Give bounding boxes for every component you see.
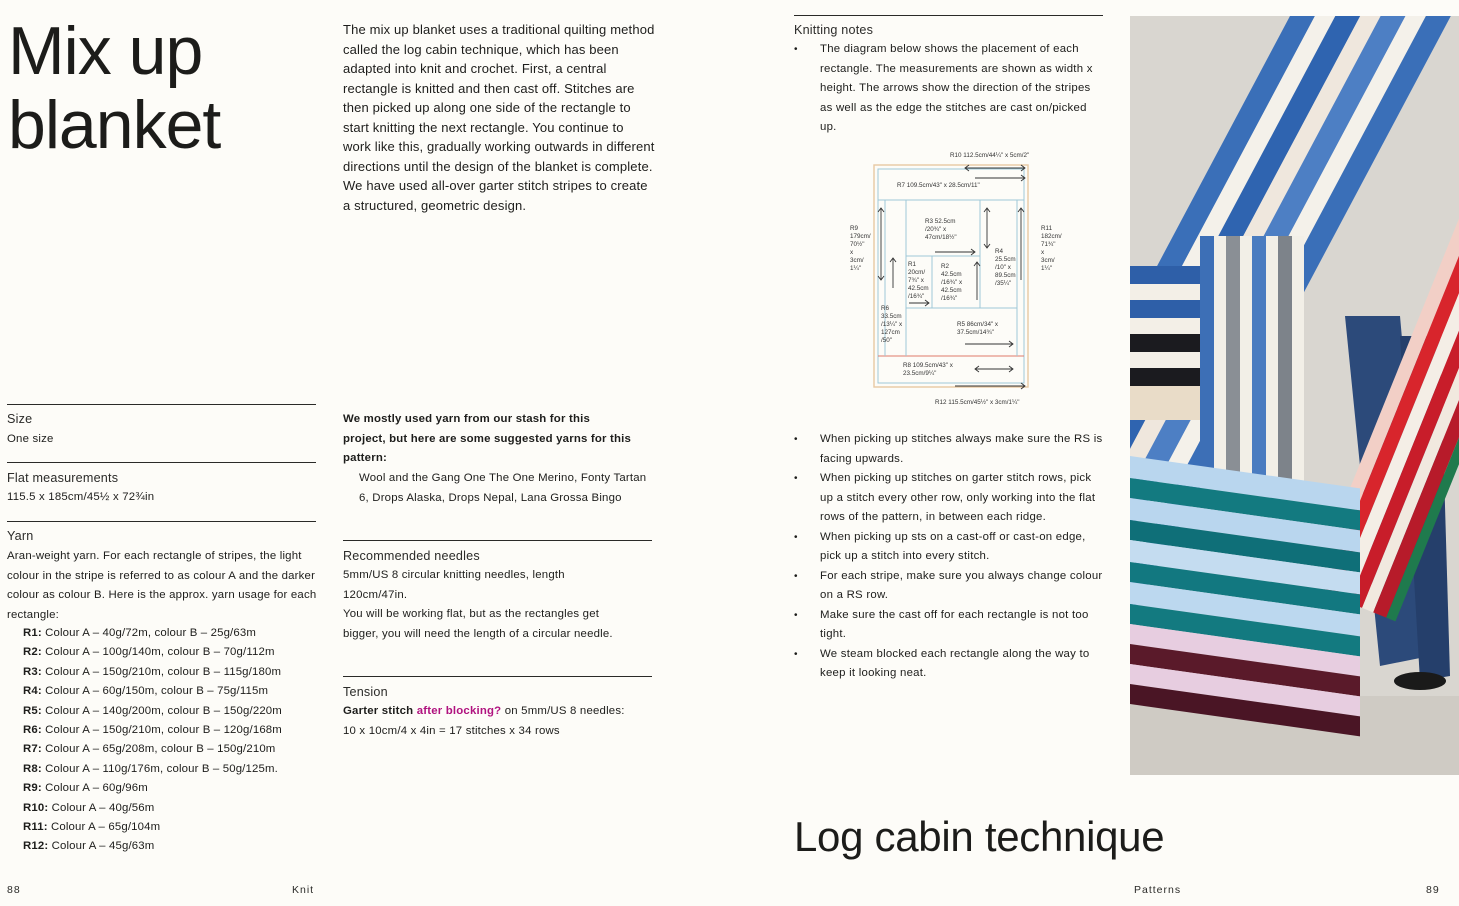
knitting-tips-list	[794, 430, 1104, 684]
knitting-notes-intro-list	[794, 40, 1104, 138]
r8-label-line: R8 109.5cm/43" x	[903, 362, 953, 369]
r4-label-line: /10" x	[995, 264, 1011, 271]
needles-label: Recommended needles	[343, 549, 480, 563]
list-item: • When picking up stitches on garter stitch rows, pick up a stitch every other row, only working into the flat rows of the pattern, in between each ridge.	[794, 469, 1104, 528]
r6-label-line: 127cm	[881, 329, 900, 336]
list-item: • When picking up sts on a cast-off or cast-on edge, pick up a stitch into every stitch.	[794, 528, 1104, 567]
page-title: Mix up blanket	[8, 13, 221, 163]
section-name-right: Patterns	[1134, 884, 1182, 896]
tension-line	[343, 702, 663, 722]
r6-label-line: /50"	[881, 337, 892, 344]
yarn-usage-list	[7, 624, 319, 857]
r4-label-line: /35¼"	[995, 280, 1012, 287]
r11-label-line: x	[1041, 249, 1045, 256]
yarn-description: Aran-weight yarn. For each rectangle of stripes, the light colour in the stripe is referred to as colour A and the darker colour as colour B. Here is the approx. yarn usage for each rectangle:	[7, 550, 317, 621]
r3-label-line: 47cm/18½"	[925, 234, 957, 241]
r5-label-line: R5 86cm/34" x	[957, 321, 999, 328]
yarn-usage-item	[7, 702, 319, 721]
yarn-usage-item	[7, 682, 319, 701]
divider	[7, 462, 316, 463]
flat-measurements-value: 115.5 x 185cm/45½ x 72¾in	[7, 491, 155, 503]
r5-label	[957, 321, 999, 336]
r6-label-line: /13¼" x	[881, 321, 903, 328]
yarn-usage-value: Colour A – 60g/96m	[41, 782, 148, 795]
r9-label-line: 1¼"	[850, 265, 861, 272]
r11-label-line: 1¼"	[1041, 265, 1052, 272]
r11-label	[1041, 225, 1062, 272]
rectangle-id: R6:	[23, 724, 42, 737]
rectangle-id: R7:	[23, 743, 42, 756]
page-number-right: 89	[1426, 884, 1440, 896]
yarn-usage-value: Colour A – 140g/200m, colour B – 150g/220m	[41, 704, 282, 717]
r3-label-line: /20¾" x	[925, 226, 947, 233]
tension-label: Tension	[343, 685, 388, 699]
r4-label-line: 25.5cm	[995, 256, 1016, 263]
r4-label-line: 89.5cm	[995, 272, 1016, 279]
r12-label: R12 115.5cm/45½" x 3cm/1¼"	[935, 399, 1020, 406]
divider	[794, 15, 1103, 16]
yarn-usage-item	[7, 721, 319, 740]
rectangle-id: R9:	[23, 782, 42, 795]
r1-label-line: 7¾" x	[908, 277, 924, 284]
intro-paragraph: The mix up blanket uses a traditional quilting method called the log cabin technique, which has been adapted into knit and crochet. First, a central rectangle is knitted and then cast off. Stitches are then picked up along one side of the rectangle to start knitting the next rectangle. You continue to work like this, gradually working outwards in different directions until the design of the blanket is complete. We have used all-over garter stitch stripes to create a structured, geometric design.	[343, 22, 655, 213]
after-blocking-link[interactable]: after blocking?	[416, 705, 502, 717]
yarn-usage-value: Colour A – 65g/208m, colour B – 150g/210m	[41, 743, 276, 756]
r6-label	[881, 305, 903, 344]
r8-label	[903, 362, 954, 377]
r5-label-line: 37.5cm/14¾"	[957, 329, 994, 336]
r10-label: R10 112.5cm/44¼" x 5cm/2"	[950, 152, 1030, 159]
list-item: • When picking up stitches always make sure the RS is facing upwards.	[794, 430, 1104, 469]
rectangle-id: R8:	[23, 762, 42, 775]
page-number-left: 88	[7, 884, 21, 896]
divider	[343, 540, 652, 541]
section-name-left: Knit	[292, 884, 315, 896]
suggested-yarns: Wool and the Gang One The One Merino, Fonty Tartan 6, Drops Alaska, Drops Nepal, Lana Grossa Bingo	[359, 472, 647, 504]
r3-label	[925, 218, 957, 241]
blanket-photo-svg	[1130, 16, 1459, 775]
r9-label-line: 70½"	[850, 241, 865, 248]
list-item: • The diagram below shows the placement of each rectangle. The measurements are shown as width x height. The arrows show the direction of the stripes as well as the edge the stitches are cast on/picked up.	[794, 40, 1104, 138]
rectangle-id: R5:	[23, 704, 42, 717]
yarn-usage-value: Colour A – 40g/56m	[48, 801, 155, 814]
rectangle-id: R1:	[23, 627, 42, 639]
list-item: • We steam blocked each rectangle along the way to keep it looking neat.	[794, 645, 1104, 684]
r7-label: R7 109.5cm/43" x 28.5cm/11"	[897, 182, 980, 189]
r1-label-line: 42.5cm	[908, 285, 929, 292]
stash-heading: We mostly used yarn from our stash for this project, but here are some suggested yarns for this pattern:	[343, 413, 632, 464]
list-item: • For each stripe, make sure you always change colour on a RS row.	[794, 567, 1104, 606]
r9-label-line: x	[850, 249, 854, 256]
r2-label-line: /16¾" x	[941, 279, 963, 286]
r4-label	[995, 248, 1016, 287]
r9-label-line: R9	[850, 225, 859, 232]
yarn-usage-value: Colour A – 150g/210m, colour B – 120g/168m	[41, 724, 282, 737]
section-heading: Log cabin technique	[794, 813, 1165, 860]
yarn-usage-value: Colour A – 45g/63m	[48, 840, 155, 853]
striped-blanket-photo	[1130, 16, 1459, 775]
r8-label-line: 23.5cm/9¼"	[903, 370, 937, 377]
yarn-label: Yarn	[7, 529, 34, 543]
divider	[343, 676, 652, 677]
yarn-usage-value: Colour A – 65g/104m	[47, 821, 161, 834]
r9-label-line: 179cm/	[850, 233, 871, 240]
r6-label-line: 33.5cm	[881, 313, 902, 320]
r1-label	[908, 261, 929, 300]
r11-label-line: R11	[1041, 225, 1053, 232]
r3-label-line: R3 52.5cm	[925, 218, 956, 225]
size-value: One size	[7, 433, 54, 445]
r2-label-line: 42.5cm	[941, 271, 962, 278]
yarn-usage-item	[7, 837, 319, 856]
divider	[7, 404, 316, 405]
r9-label-line: 3cm/	[850, 257, 864, 264]
yarn-usage-item	[7, 643, 319, 662]
rectangle-id: R4:	[23, 685, 42, 698]
yarn-usage-item	[7, 799, 319, 818]
yarn-usage-value: Colour A – 60g/150m, colour B – 75g/115m	[41, 685, 269, 698]
rectangle-id: R11:	[23, 821, 48, 834]
r2-label-line: 42.5cm	[941, 287, 962, 294]
rectangle-id: R3:	[23, 665, 42, 678]
rectangle-placement-diagram	[845, 148, 1090, 410]
knitting-notes-label: Knitting notes	[794, 23, 874, 37]
r2-label-line: /16¾"	[941, 295, 958, 302]
needles-note: You will be working flat, but as the rectangles get bigger, you will need the length of a circular needle.	[343, 608, 613, 640]
yarn-usage-item	[7, 818, 319, 837]
yarn-usage-item	[7, 740, 319, 759]
tension-prefix: Garter stitch	[343, 705, 417, 717]
yarn-usage-value: Colour A – 40g/72m, colour B – 25g/63m	[41, 627, 256, 639]
rectangle-id: R12:	[23, 840, 49, 853]
tension-suffix: on 5mm/US 8 needles:	[501, 705, 625, 717]
r1-label-line: R1	[908, 261, 917, 268]
yarn-usage-item	[7, 760, 319, 779]
diagram-svg	[845, 148, 1090, 410]
r1-label-line: 20cm/	[908, 269, 926, 276]
divider	[7, 521, 316, 522]
r11-label-line: 182cm/	[1041, 233, 1062, 240]
r6-label-line: R6	[881, 305, 890, 312]
needles-value: 5mm/US 8 circular knitting needles, length 120cm/47in.	[343, 569, 565, 601]
flat-measurements-label: Flat measurements	[7, 471, 119, 485]
size-label: Size	[7, 412, 33, 426]
r4-label-line: R4	[995, 248, 1004, 255]
r11-label-line: 3cm/	[1041, 257, 1055, 264]
r1-label-line: /16¾"	[908, 293, 925, 300]
r9-label	[850, 225, 871, 272]
yarn-usage-item	[7, 663, 319, 682]
rectangle-id: R2:	[23, 646, 42, 659]
rectangle-id: R10:	[23, 801, 49, 814]
yarn-usage-item	[7, 624, 319, 643]
r2-label-line: R2	[941, 263, 950, 270]
yarn-usage-value: Colour A – 150g/210m, colour B – 115g/180m	[41, 665, 282, 678]
r2-label	[941, 263, 963, 302]
yarn-usage-value: Colour A – 110g/176m, colour B – 50g/125m.	[41, 762, 278, 775]
r11-label-line: 71¾"	[1041, 241, 1056, 248]
tension-value: 10 x 10cm/4 x 4in = 17 stitches x 34 rows	[343, 725, 560, 737]
yarn-usage-value: Colour A – 100g/140m, colour B – 70g/112m	[41, 646, 275, 659]
list-item: • Make sure the cast off for each rectangle is not too tight.	[794, 606, 1104, 645]
yarn-usage-item	[7, 779, 319, 798]
